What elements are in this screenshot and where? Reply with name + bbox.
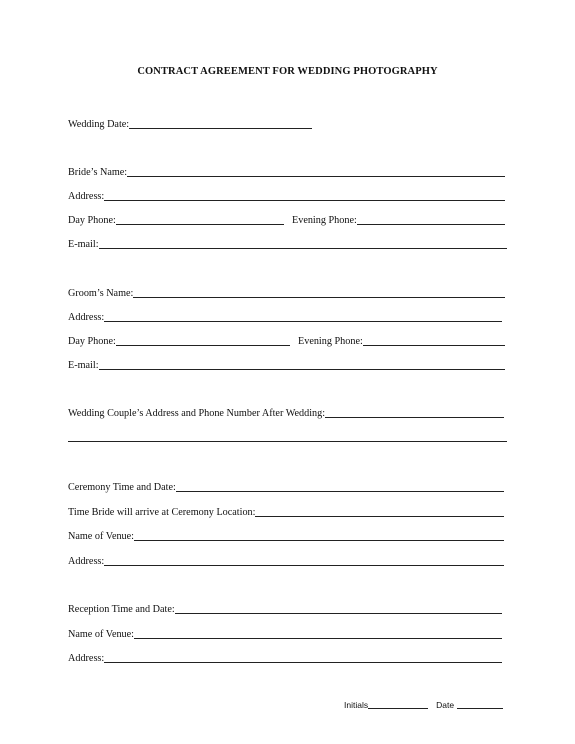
ceremony-address-label: Address: [68, 556, 105, 567]
bride-evening-phone-input[interactable] [357, 224, 505, 225]
reception-venue-field [68, 627, 502, 641]
groom-evening-phone-input[interactable] [363, 345, 505, 346]
wedding-date-field [68, 117, 312, 131]
initials-input[interactable] [368, 708, 428, 709]
reception-venue-input[interactable] [134, 638, 502, 639]
groom-name-field [68, 286, 505, 300]
groom-email-label: E-mail: [68, 360, 99, 371]
ceremony-venue-input[interactable] [134, 540, 504, 541]
groom-evening-phone-label: Evening Phone: [298, 336, 363, 347]
bride-day-phone-label: Day Phone: [68, 215, 116, 226]
groom-address-label: Address: [68, 312, 105, 323]
initials-label: Initials [344, 700, 369, 710]
bride-name-input[interactable] [127, 176, 505, 177]
bride-arrival-label: Time Bride will arrive at Ceremony Location: [68, 507, 256, 518]
reception-time-date-label: Reception Time and Date: [68, 604, 175, 615]
page-title: CONTRACT AGREEMENT FOR WEDDING PHOTOGRAPHY [137, 66, 438, 77]
ceremony-time-date-label: Ceremony Time and Date: [68, 482, 176, 493]
groom-day-phone-field [68, 334, 290, 348]
ceremony-venue-field [68, 529, 504, 543]
bride-address-input[interactable] [104, 200, 505, 201]
bride-email-label: E-mail: [68, 239, 99, 250]
after-wedding-input-line-2[interactable] [68, 441, 507, 442]
bride-day-phone-input[interactable] [116, 224, 284, 225]
groom-evening-phone-field [298, 334, 505, 348]
after-wedding-input[interactable] [325, 417, 504, 418]
ceremony-time-date-input[interactable] [176, 491, 504, 492]
groom-address-input[interactable] [104, 321, 502, 322]
groom-email-field [68, 358, 505, 372]
bride-day-phone-field [68, 213, 284, 227]
footer-date-input[interactable] [457, 708, 503, 709]
bride-address-label: Address: [68, 191, 105, 202]
reception-address-field [68, 651, 502, 665]
bride-arrival-input[interactable] [255, 516, 504, 517]
reception-address-input[interactable] [104, 662, 502, 663]
ceremony-address-input[interactable] [104, 565, 504, 566]
reception-time-date-input[interactable] [175, 613, 502, 614]
groom-name-label: Groom’s Name: [68, 288, 134, 299]
footer-date-label: Date [436, 700, 455, 710]
ceremony-address-field [68, 554, 504, 568]
bride-email-input[interactable] [99, 248, 507, 249]
reception-time-date-field [68, 602, 502, 616]
groom-email-input[interactable] [99, 369, 505, 370]
ceremony-venue-label: Name of Venue: [68, 531, 135, 542]
groom-address-field [68, 310, 502, 324]
bride-arrival-field [68, 505, 504, 519]
groom-name-input[interactable] [133, 297, 505, 298]
bride-name-field [68, 165, 505, 179]
groom-day-phone-label: Day Phone: [68, 336, 116, 347]
ceremony-time-date-field [68, 480, 504, 494]
wedding-date-label: Wedding Date: [68, 119, 130, 130]
bride-evening-phone-label: Evening Phone: [292, 215, 357, 226]
after-wedding-label: Wedding Couple’s Address and Phone Number After Wedding: [68, 408, 326, 419]
bride-address-field [68, 189, 505, 203]
after-wedding-field [68, 406, 504, 420]
reception-venue-label: Name of Venue: [68, 629, 135, 640]
bride-email-field [68, 237, 507, 251]
reception-address-label: Address: [68, 653, 105, 664]
groom-day-phone-input[interactable] [116, 345, 290, 346]
bride-name-label: Bride’s Name: [68, 167, 128, 178]
bride-evening-phone-field [292, 213, 505, 227]
initials-date-footer [344, 700, 503, 710]
wedding-date-input[interactable] [129, 128, 312, 129]
